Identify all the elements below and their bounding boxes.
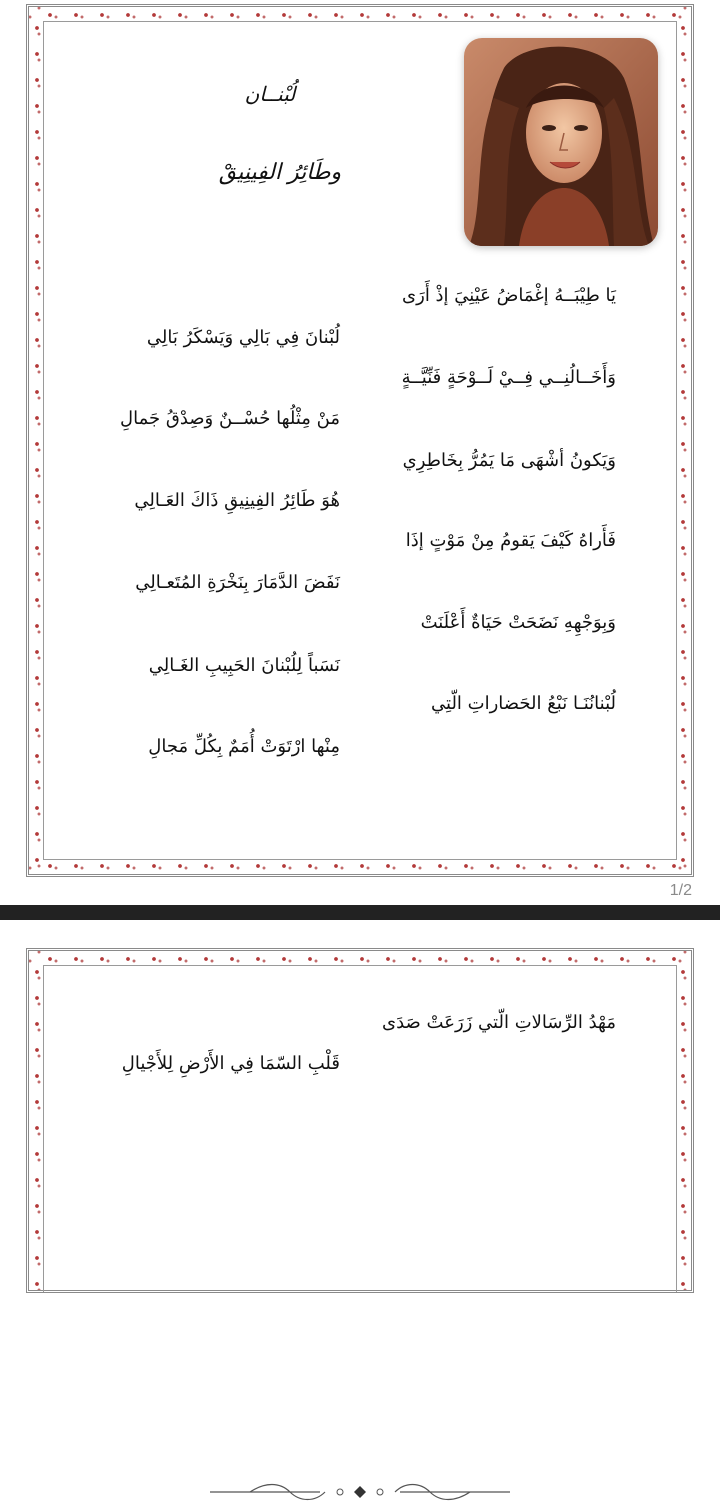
poem-title-line-1: لُبْنــان xyxy=(244,82,296,106)
page-separator xyxy=(0,905,720,920)
border-dots-right xyxy=(678,951,688,1290)
verse-right-3: وَيَكونُ أشْهَى مَا يَمُرُّ بِخَاطِرِي xyxy=(402,450,616,471)
ornament-divider xyxy=(210,1482,510,1502)
verse-left-4: نَفَضَ الدَّمَارَ بِنَخْرَةِ المُتَعـالِي xyxy=(135,572,340,593)
verse-left-6: مِنْها ارْتَوَتْ أُمَمٌ بِكُلِّ مَجالِ xyxy=(148,736,340,757)
verse-right-6: لُبْنانُنَـا نَبْعُ الحَضاراتِ الّتِي xyxy=(431,693,616,714)
verse-right-4: فَأَراهُ كَيْفَ يَقومُ مِنْ مَوْتٍ إذَا xyxy=(405,530,616,551)
verse-left-1: لُبْنانَ فِي بَالِي وَيَسْكَرُ بَالِي xyxy=(146,327,340,348)
decorative-frame xyxy=(26,948,694,1293)
border-dots-right xyxy=(678,7,688,874)
border-dots-bottom xyxy=(29,861,691,871)
verse-right-2: وَأَخَــالُنِــي فِــيْ لَــوْحَةٍ فَنِّيَّــةٍ xyxy=(401,367,616,388)
verse-left-7: قَلْبِ السّمَا فِي الأَرْضِ لِلأَجْيالِ xyxy=(121,1053,340,1074)
border-dots-top xyxy=(29,10,691,20)
portrait-image xyxy=(464,38,658,246)
border-dots-left xyxy=(32,951,42,1290)
verse-left-3: هُوَ طَائِرُ الفِينِيقِ ذَاكَ العَـالِي xyxy=(134,490,340,511)
verse-right-5: وَبِوَجْهِهِ نَضَحَتْ حَيَاةٌ أَعْلَنَتْ xyxy=(420,612,616,633)
verse-right-1: يَا طِيْبَــهُ إغْمَاضُ عَيْنِيَ إذْ أَرَى xyxy=(402,285,616,306)
border-dots-left xyxy=(32,7,42,874)
verse-left-2: مَنْ مِثْلُها حُسْــنٌ وَصِدْقُ جَمالِ xyxy=(120,408,340,429)
poem-title-line-2: وطَائِرُ الفِينِيقْ xyxy=(218,160,342,185)
verse-left-5: نَسَباً لِلُبْنانَ الحَبِيبِ الغَـالِي xyxy=(148,655,340,676)
document-page-2 xyxy=(0,920,720,1277)
verse-right-7: مَهْدُ الرِّسَالاتِ الّتي زَرَعَتْ صَدَى xyxy=(381,1012,616,1033)
border-dots-top xyxy=(29,954,691,964)
page-counter: 1/2 xyxy=(669,882,692,899)
